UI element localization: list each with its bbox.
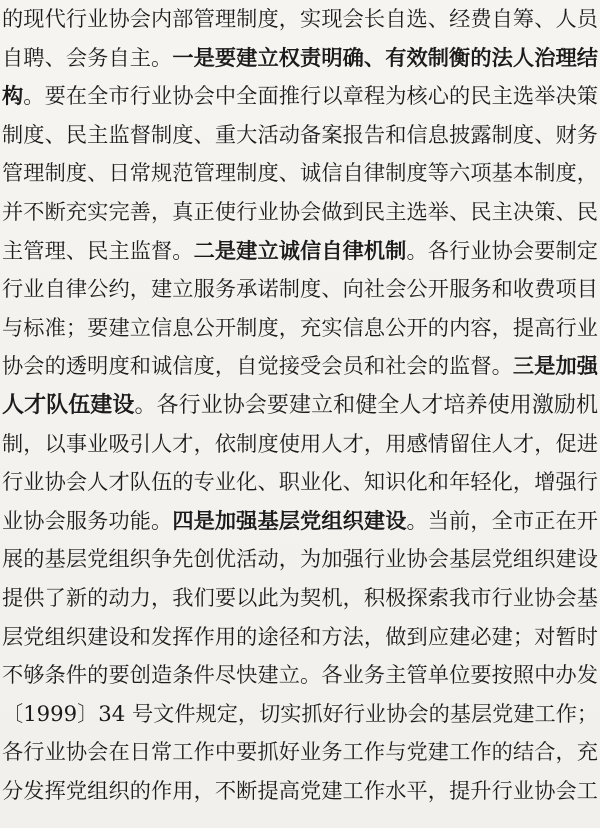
text-segment: 。当前，全市正在开 (406, 507, 598, 533)
document-body (2, 0, 598, 810)
text-line (2, 309, 598, 348)
text-line (2, 154, 598, 193)
text-line (2, 733, 598, 772)
text-segment: 制，以事业吸引人才，依制度使用人才，用感情留住人才，促进 (2, 430, 598, 456)
bold-text-segment: 四是加强基层党组织建设 (172, 507, 407, 533)
text-line (2, 386, 598, 425)
text-segment: 行业自律公约，建立服务承诺制度、向社会公开服务和收费项目 (2, 276, 598, 302)
text-segment: 。各行业协会要制定 (406, 237, 598, 263)
bold-text-segment: 人才队伍建设 (2, 391, 135, 418)
text-segment: 主管理、民主监督。 (2, 237, 194, 263)
text-line (2, 116, 598, 155)
text-segment: 的现代行业协会内部管理制度，实现会长自选、经费自筹、人员 (2, 6, 598, 31)
text-segment: 协会的透明度和诚信度，自觉接受会员和社会的监督。 (2, 353, 513, 379)
text-segment: 分发挥党组织的作用，不断提高党建工作水平，提升行业协会工 (2, 777, 598, 803)
bold-text-segment: 二是建立诚信自律机制 (193, 237, 407, 263)
bold-text-segment: 三是加强 (512, 353, 598, 379)
text-line (2, 772, 598, 811)
text-line (2, 39, 598, 78)
text-line (2, 347, 598, 386)
text-line (2, 425, 598, 464)
text-segment: 业协会服务功能。 (2, 507, 173, 533)
text-line (2, 270, 598, 309)
text-segment: 提供了新的动力，我们要以此为契机，积极探索我市行业协会基 (2, 584, 598, 610)
bold-text-segment: 构 (2, 83, 24, 109)
text-line (2, 193, 598, 232)
text-segment: 各行业协会在日常工作中要抓好业务工作与党建工作的结合，充 (2, 739, 598, 765)
text-segment: 并不断充实完善，真正使行业协会做到民主选举、民主决策、民 (2, 198, 598, 224)
text-segment: 。各行业协会要建立和健全人才培养使用激励机 (134, 392, 598, 418)
text-line (2, 0, 598, 39)
text-segment: 〔1999〕34 号文件规定，切实抓好行业协会的基层党建工作； (2, 700, 598, 726)
text-line (2, 232, 598, 271)
text-line (2, 579, 598, 618)
text-segment: 层党组织建设和发挥作用的途径和方法，做到应建必建；对暂时 (2, 623, 598, 649)
text-segment: 。要在全市行业协会中全面推行以章程为核心的民主选举决策 (23, 83, 598, 109)
text-segment: 不够条件的要创造条件尽快建立。各业务主管单位要按照中办发 (2, 662, 598, 688)
text-segment: 自聘、会务自主。 (2, 44, 173, 70)
text-line (2, 463, 598, 502)
text-line (2, 656, 598, 695)
text-line (2, 618, 598, 657)
text-line (2, 695, 598, 734)
text-segment: 行业协会人才队伍的专业化、职业化、知识化和年轻化，增强行 (2, 469, 598, 495)
text-line (2, 77, 598, 116)
text-segment: 展的基层党组织争先创优活动，为加强行业协会基层党组织建设 (2, 546, 598, 572)
text-line (2, 540, 598, 579)
bold-text-segment: 一是要建立权责明确、有效制衡的法人治理结 (172, 44, 598, 70)
text-segment: 制度、民主监督制度、重大活动备案报告和信息披露制度、财务 (2, 121, 598, 147)
text-segment: 管理制度、日常规范管理制度、诚信自律制度等六项基本制度， (2, 160, 598, 186)
text-segment: 与标准；要建立信息公开制度，充实信息公开的内容，提高行业 (2, 314, 598, 340)
text-line (2, 502, 598, 541)
